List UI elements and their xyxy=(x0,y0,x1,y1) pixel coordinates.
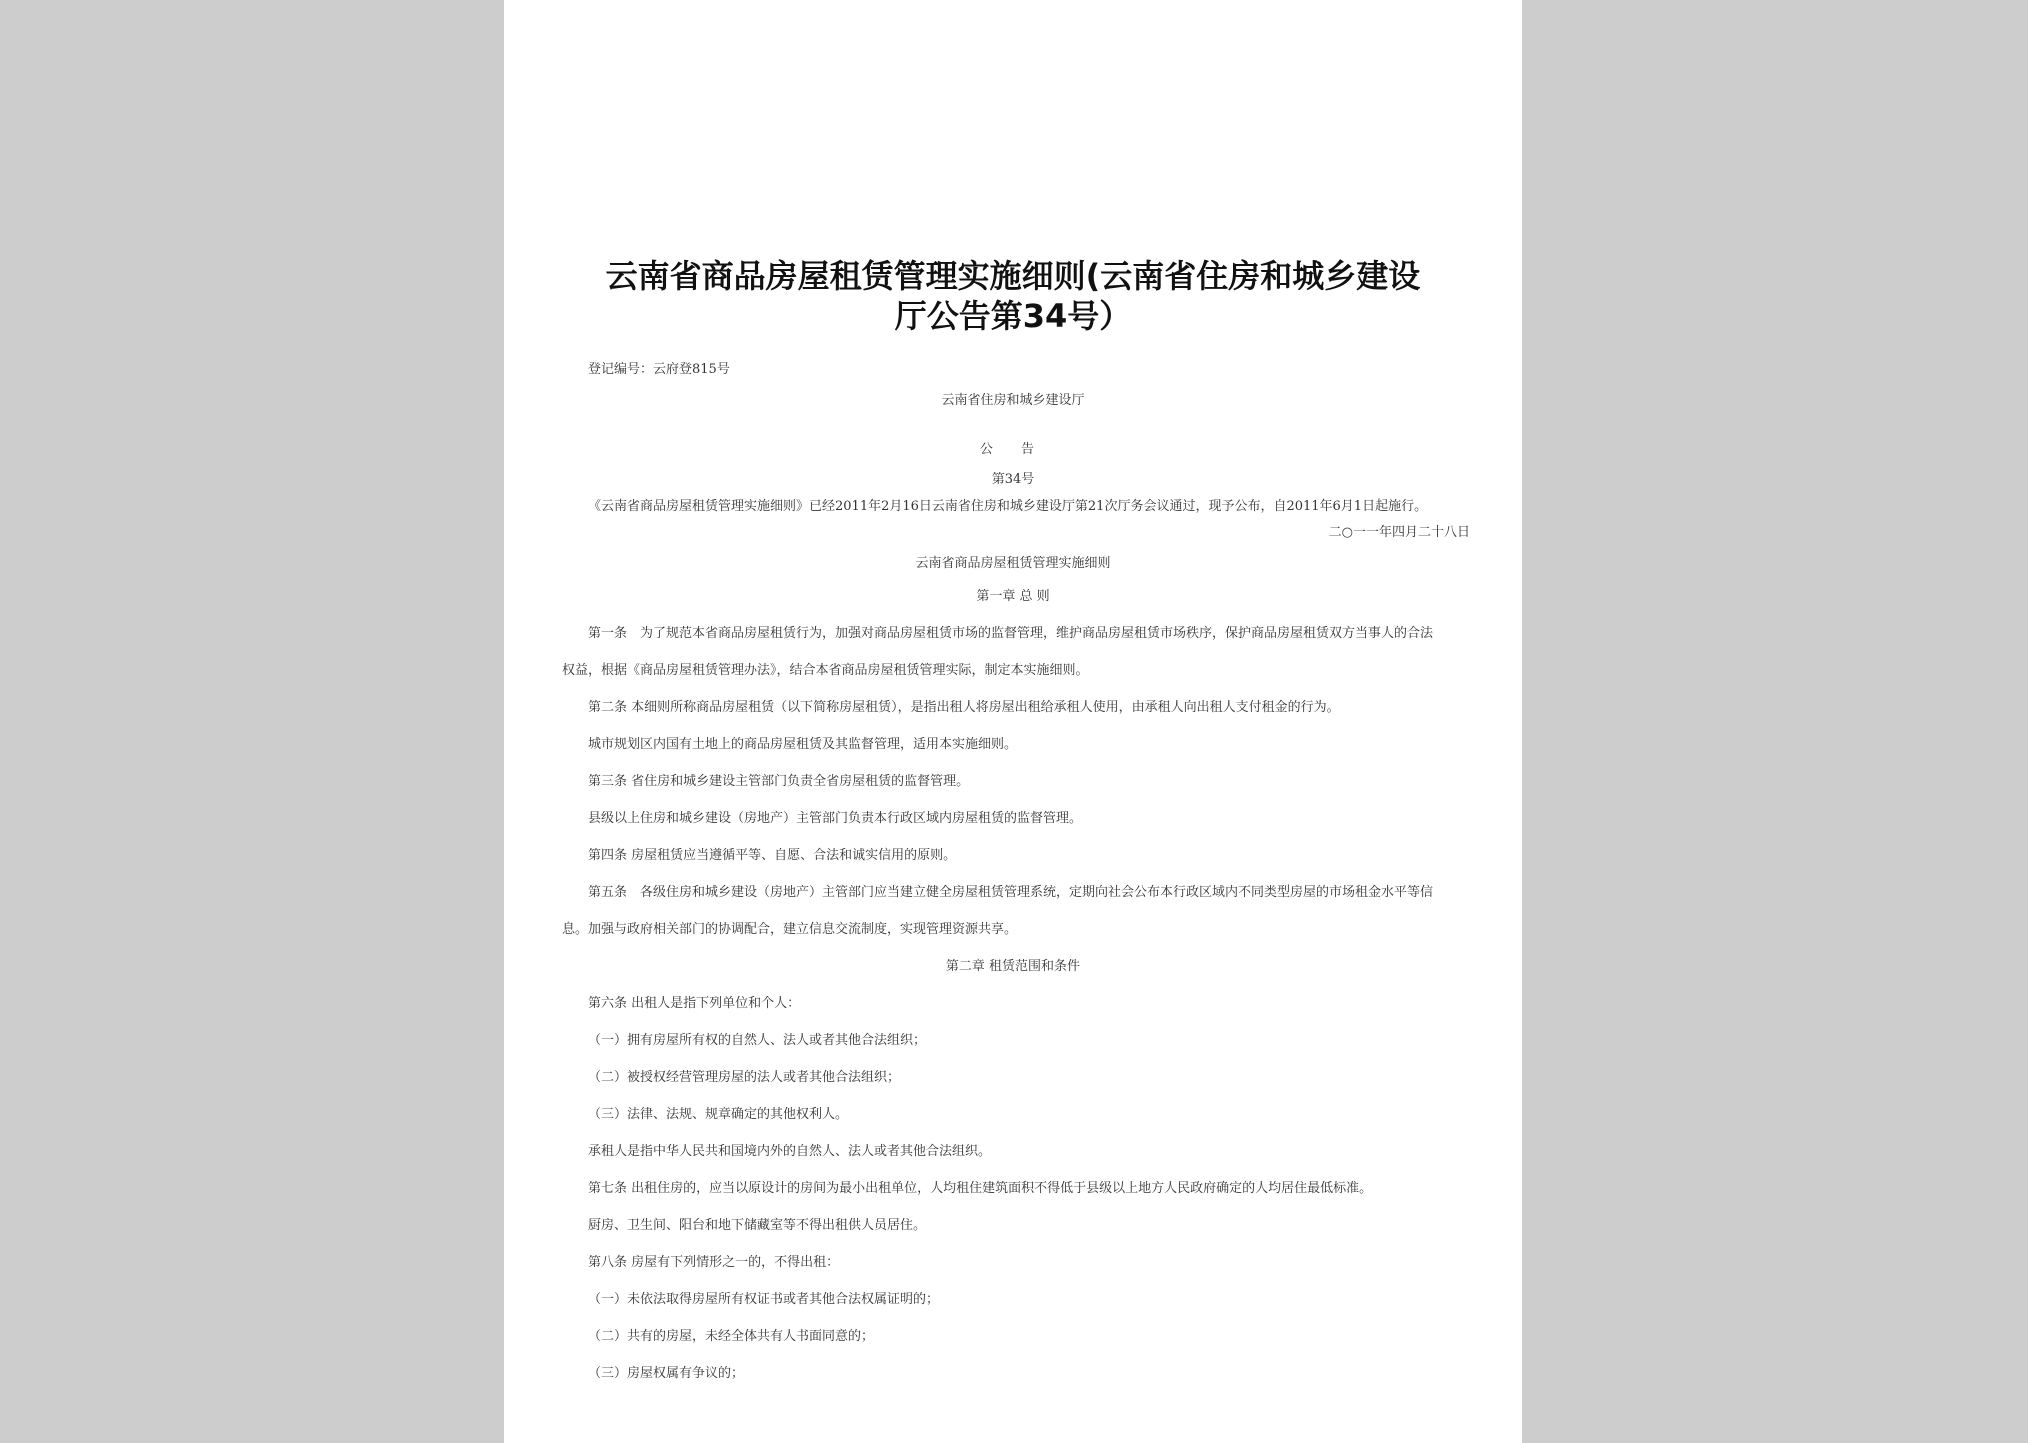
article-7-line-2: 厨房、卫生间、阳台和地下储藏室等不得出租供人员居住。 xyxy=(588,1218,927,1233)
article-7-line-1: 第七条 出租住房的，应当以原设计的房间为最小出租单位，人均租住建筑面积不得低于县级以上地方人民政府确定的人均居住最低标准。 xyxy=(588,1181,1373,1196)
article-1-line-1: 第一条 为了规范本省商品房屋租赁行为，加强对商品房屋租赁市场的监督管理，维护商品房屋租赁市场秩序，保护商品房屋租赁双方当事人的合法 xyxy=(588,626,1434,641)
article-6: 第六条 出租人是指下列单位和个人： xyxy=(588,996,801,1011)
article-4: 第四条 房屋租赁应当遵循平等、自愿、合法和诚实信用的原则。 xyxy=(588,848,957,863)
issuer: 云南省住房和城乡建设厅 xyxy=(941,393,1085,408)
article-6-item-3: （三）法律、法规、规章确定的其他权利人。 xyxy=(588,1107,849,1122)
rules-title: 云南省商品房屋租赁管理实施细则 xyxy=(915,556,1111,571)
notice-number: 第34号 xyxy=(991,472,1035,487)
intro-paragraph: 《云南省商品房屋租赁管理实施细则》已经2011年2月16日云南省住房和城乡建设厅第21次厅务会议通过，现予公布，自2011年6月1日起施行。 xyxy=(588,499,1428,514)
article-2-line-1: 第二条 本细则所称商品房屋租赁（以下简称房屋租赁），是指出租人将房屋出租给承租人使用，由承租人向出租人支付租金的行为。 xyxy=(588,700,1340,715)
notice-label: 公 告 xyxy=(979,442,1047,457)
notice-date: 二○一一年四月二十八日 xyxy=(1328,525,1470,540)
article-6-item-1: （一）拥有房屋所有权的自然人、法人或者其他合法组织； xyxy=(588,1033,927,1048)
document-title-line-1: 云南省商品房屋租赁管理实施细则(云南省住房和城乡建设 xyxy=(605,257,1421,295)
registration-number: 登记编号：云府登815号 xyxy=(588,362,730,377)
article-2-line-2: 城市规划区内国有土地上的商品房屋租赁及其监督管理，适用本实施细则。 xyxy=(588,737,1018,752)
chapter-2-heading: 第二章 租赁范围和条件 xyxy=(945,959,1081,974)
article-8-item-3: （三）房屋权属有争议的； xyxy=(588,1366,745,1381)
article-6-lessee: 承租人是指中华人民共和国境内外的自然人、法人或者其他合法组织。 xyxy=(588,1144,992,1159)
chapter-1-heading: 第一章 总 则 xyxy=(976,589,1050,604)
article-6-item-2: （二）被授权经营管理房屋的法人或者其他合法组织； xyxy=(588,1070,901,1085)
article-8-item-2: （二）共有的房屋，未经全体共有人书面同意的； xyxy=(588,1329,875,1344)
article-8: 第八条 房屋有下列情形之一的，不得出租： xyxy=(588,1255,840,1270)
article-3-line-1: 第三条 省住房和城乡建设主管部门负责全省房屋租赁的监督管理。 xyxy=(588,774,970,789)
article-5-line-2: 息。加强与政府相关部门的协调配合，建立信息交流制度，实现管理资源共享。 xyxy=(562,922,1018,937)
article-8-item-1: （一）未依法取得房屋所有权证书或者其他合法权属证明的； xyxy=(588,1292,940,1307)
article-1-line-2: 权益，根据《商品房屋租赁管理办法》，结合本省商品房屋租赁管理实际，制定本实施细则。 xyxy=(562,663,1089,678)
document-title-line-2: 厅公告第34号） xyxy=(894,297,1132,335)
article-5-line-1: 第五条 各级住房和城乡建设（房地产）主管部门应当建立健全房屋租赁管理系统，定期向社会公布本行政区域内不同类型房屋的市场租金水平等信 xyxy=(588,885,1434,900)
article-3-line-2: 县级以上住房和城乡建设（房地产）主管部门负责本行政区域内房屋租赁的监督管理。 xyxy=(588,811,1083,826)
document-page xyxy=(504,0,1522,1443)
